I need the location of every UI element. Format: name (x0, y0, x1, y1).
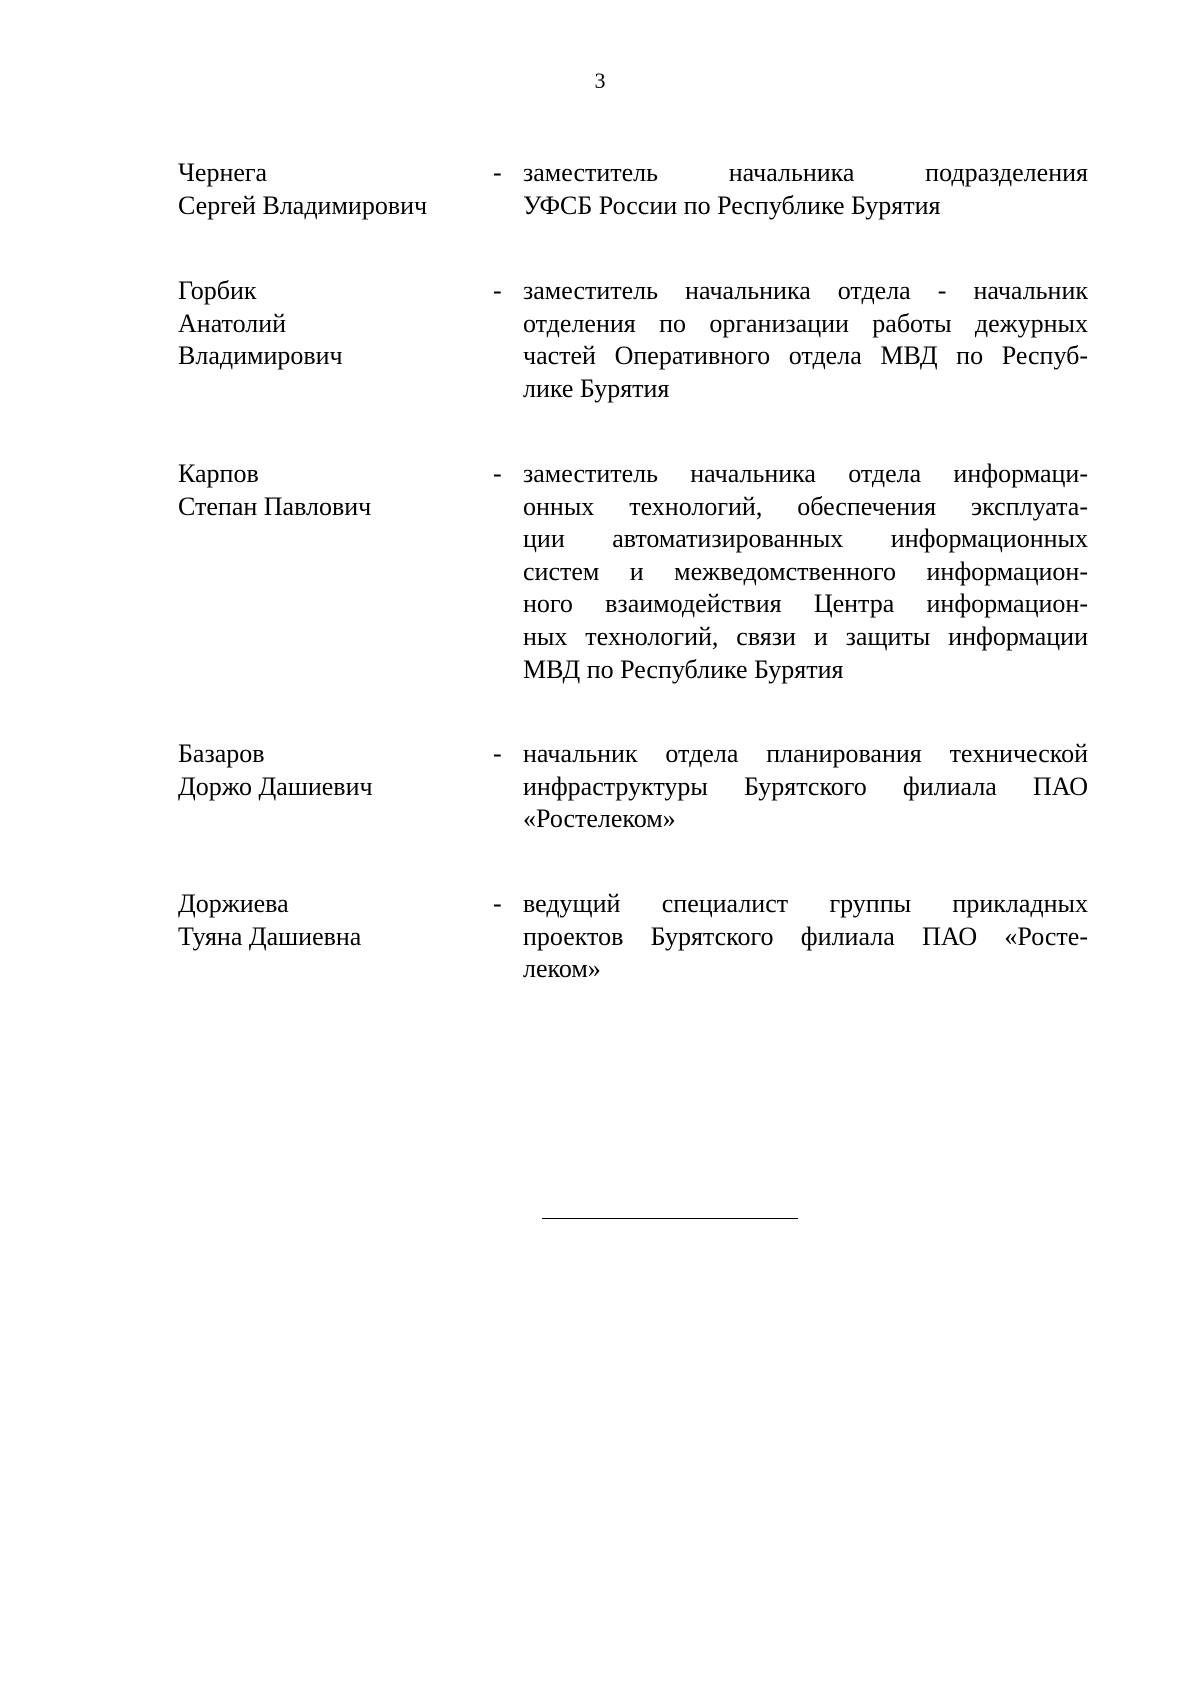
person-name (178, 738, 478, 803)
position-description (523, 275, 1088, 405)
position-description (523, 888, 1088, 986)
dash-separator: - (493, 889, 502, 918)
description-line: проектов Бурятского филиала ПАО «Росте- (523, 921, 1088, 951)
name-line: Карпов (178, 459, 259, 488)
name-line: Степан Павлович (178, 491, 372, 521)
name-line: Туяна Дашиевна (178, 921, 362, 951)
end-rule (542, 1218, 798, 1219)
description-line: ных технологий, связи и защиты информации (523, 621, 1088, 651)
position-description (523, 738, 1088, 836)
name-line: Анатолий (178, 308, 287, 338)
description-line: УФСБ России по Республике Бурятия (523, 190, 941, 220)
description-line: ведущий специалист группы прикладных (523, 889, 1088, 918)
position-description (523, 157, 1088, 222)
description-line: ного взаимодействия Центра информацион- (523, 589, 1088, 619)
dash-separator: - (493, 158, 502, 187)
description-line: леком» (523, 954, 601, 984)
description-line: «Ростелеком» (523, 804, 676, 834)
description-line: МВД по Республике Бурятия (523, 654, 844, 684)
description-line: ции автоматизированных информационных (523, 524, 1088, 554)
description-line: частей Оперативного отдела МВД по Респуб- (523, 341, 1088, 371)
person-name (178, 157, 478, 222)
description-line: начальник отдела планирования технической (523, 739, 1088, 768)
description-line: заместитель начальника отдела - начальник (523, 276, 1088, 305)
description-line: отделения по организации работы дежурных (523, 308, 1088, 338)
name-line: Чернега (178, 158, 268, 187)
description-line: заместитель начальника подразделения (523, 158, 1088, 187)
description-line: инфраструктуры Бурятского филиала ПАО (523, 771, 1088, 801)
dash-separator: - (493, 459, 502, 488)
description-line: систем и межведомственного информацион- (523, 556, 1088, 586)
person-name (178, 888, 478, 953)
name-line: Владимирович (178, 341, 343, 371)
description-line: лике Бурятия (523, 373, 670, 403)
dash-separator: - (493, 276, 502, 305)
name-line: Базаров (178, 739, 265, 768)
position-description (523, 458, 1088, 686)
name-line: Сергей Владимирович (178, 190, 428, 220)
name-line: Доржо Дашиевич (178, 771, 373, 801)
person-name (178, 458, 478, 523)
description-line: заместитель начальника отдела информаци- (523, 459, 1088, 488)
name-line: Горбик (178, 276, 257, 305)
description-line: онных технологий, обеспечения эксплуата- (523, 491, 1088, 521)
person-name (178, 275, 478, 373)
page-number: 3 (594, 68, 606, 93)
name-line: Доржиева (178, 889, 289, 918)
dash-separator: - (493, 739, 502, 768)
